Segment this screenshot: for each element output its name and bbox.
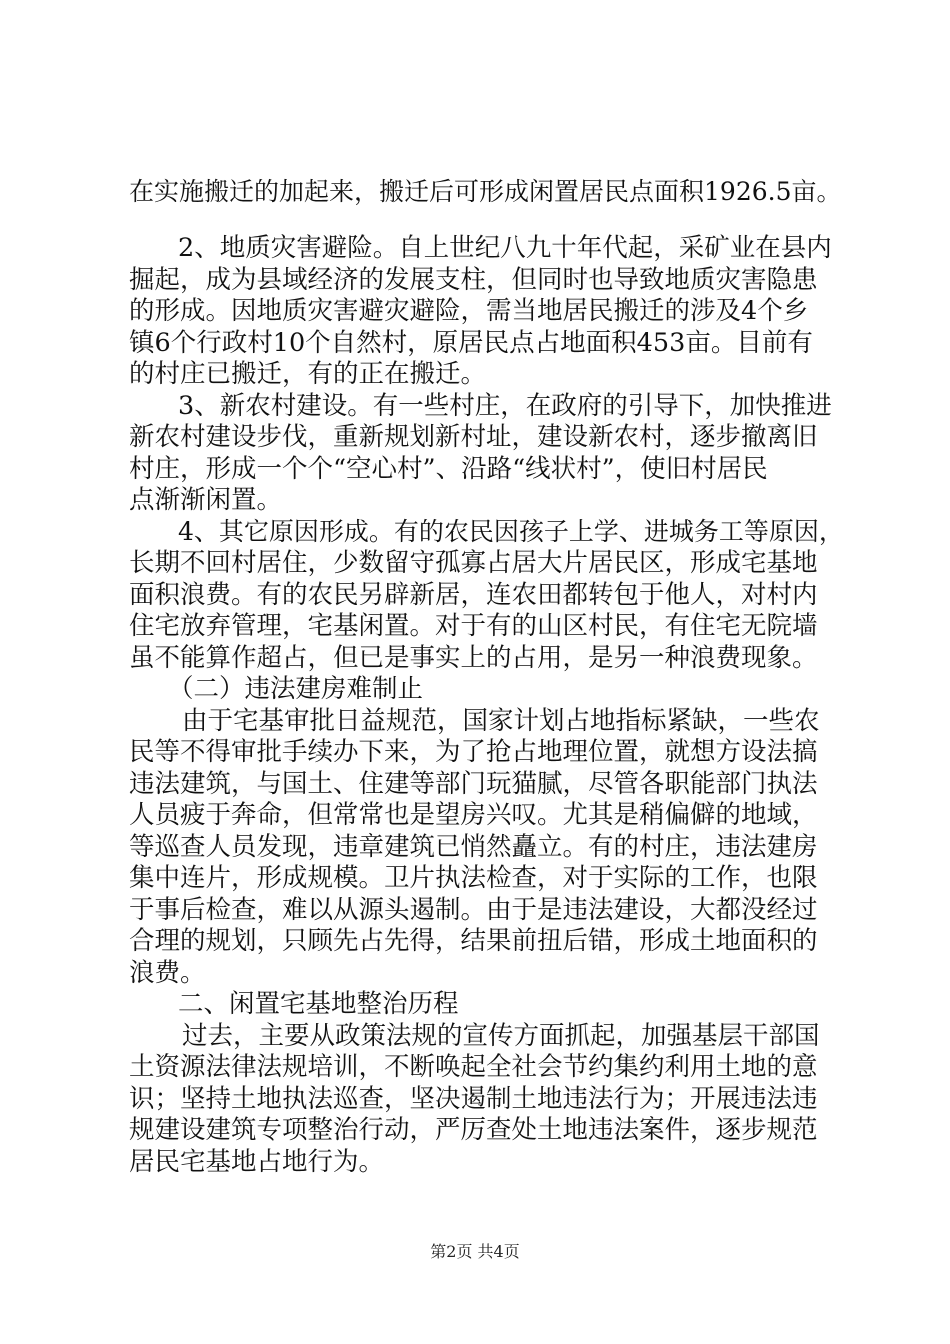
text-line: 4、其它原因形成。有的农民因孩子上学、进城务工等原因，	[178, 517, 844, 546]
section-heading: 二、闲置宅基地整治历程	[178, 989, 459, 1019]
section-heading: （二）违法建房难制止	[168, 674, 424, 704]
text-line: 住宅放弃管理，宅基闲置。对于有的山区村民，有住宅无院墙	[129, 611, 818, 641]
text-line: 2、地质灾害避险。自上世纪八九十年代起，采矿业在县内	[178, 233, 832, 263]
text-line: 居民宅基地占地行为。	[129, 1147, 385, 1177]
text-line: 3、新农村建设。有一些村庄，在政府的引导下，加快推进	[178, 391, 832, 421]
text-line: 规建设建筑专项整治行动，严厉查处土地违法案件，逐步规范	[129, 1115, 818, 1145]
text-line: 镇6个行政村10个自然村，原居民点占地面积453亩。目前有	[129, 328, 813, 358]
text-line: 虽不能算作超占，但已是事实上的占用，是另一种浪费现象。	[129, 643, 818, 673]
text-line: 村庄，形成一个个“空心村”、沿路“线状村”，使旧村居民	[129, 454, 768, 484]
text-line: 掘起，成为县域经济的发展支柱，但同时也导致地质灾害隐患	[129, 265, 818, 295]
text-line: 土资源法律法规培训，不断唤起全社会节约集约利用土地的意	[129, 1052, 818, 1082]
text-line: 于事后检查，难以从源头遏制。由于是违法建设，大都没经过	[129, 895, 818, 925]
text-line: 在实施搬迁的加起来，搬迁后可形成闲置居民点面积1926.5亩。	[129, 177, 842, 206]
text-line: 集中连片，形成规模。卫片执法检查，对于实际的工作，也限	[129, 863, 818, 893]
text-line: 合理的规划，只顾先占先得，结果前扭后错，形成土地面积的	[129, 926, 818, 956]
text-line: 面积浪费。有的农民另辟新居，连农田都转包于他人，对村内	[129, 580, 818, 610]
text-line: 的形成。因地质灾害避灾避险，需当地居民搬迁的涉及4个乡	[129, 296, 809, 326]
text-line: 新农村建设步伐，重新规划新村址，建设新农村，逐步撤离旧	[129, 422, 818, 452]
text-line: 浪费。	[129, 958, 206, 988]
text-line: 长期不回村居住，少数留守孤寡占居大片居民区，形成宅基地	[129, 548, 818, 578]
text-line: 点渐渐闲置。	[129, 485, 283, 515]
text-line: 的村庄已搬迁，有的正在搬迁。	[129, 359, 487, 389]
text-line: 等巡查人员发现，违章建筑已悄然矗立。有的村庄，违法建房	[129, 832, 818, 862]
text-line: 由于宅基审批日益规范，国家计划占地指标紧缺，一些农	[182, 706, 820, 736]
text-line: 人员疲于奔命，但常常也是望房兴叹。尤其是稍偏僻的地域，	[129, 800, 818, 830]
text-line: 识；坚持土地执法巡查，坚决遏制土地违法行为；开展违法违	[129, 1084, 818, 1114]
page-footer: 第2页 共4页	[430, 1242, 520, 1261]
text-line: 民等不得审批手续办下来，为了抢占地理位置，就想方设法搞	[129, 737, 818, 767]
text-line: 违法建筑，与国土、住建等部门玩猫腻，尽管各职能部门执法	[129, 769, 818, 799]
text-line: 过去，主要从政策法规的宣传方面抓起，加强基层干部国	[182, 1021, 820, 1051]
